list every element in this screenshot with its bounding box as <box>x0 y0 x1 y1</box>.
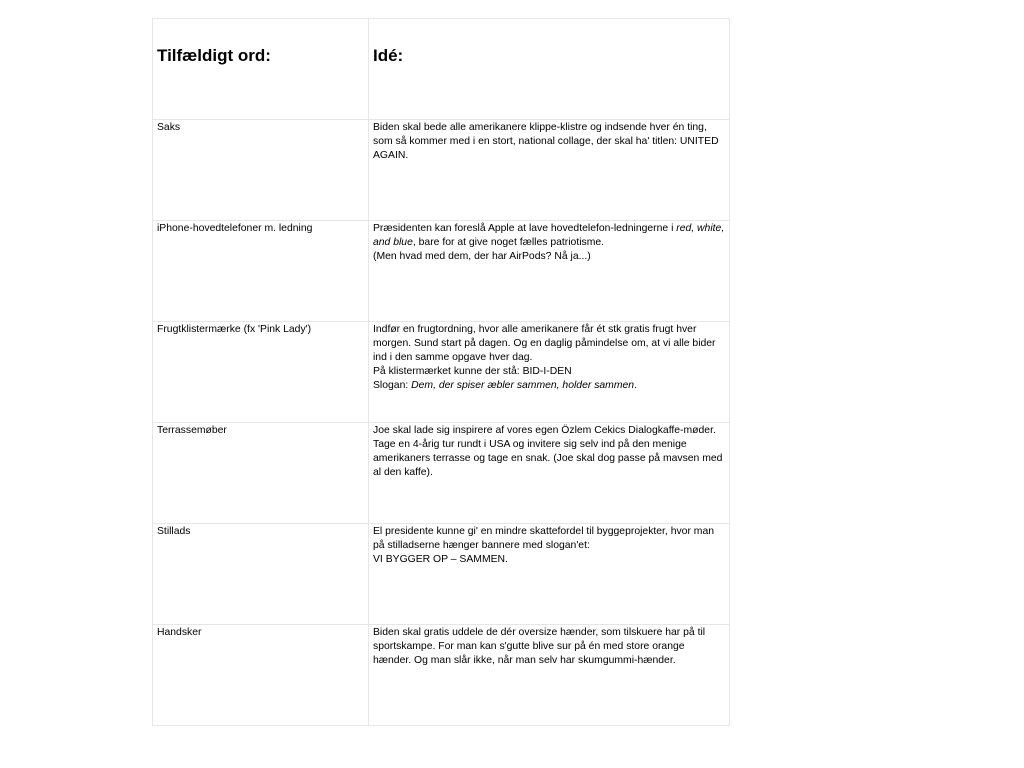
idea-text: El presidente kunne gi' en mindre skattefordel til byggeprojekter, hvor man på stilladserne hænger bannere med slogan'et: <box>373 526 715 551</box>
idea-text: På klistermærket kunne der stå: BID-I-DEN <box>373 366 572 377</box>
table-row <box>153 423 730 524</box>
idea-text-part: Slogan: <box>373 380 412 391</box>
idea-text-part: Præsidenten kan foreslå Apple at lave hovedtelefon-ledningerne i <box>373 223 677 234</box>
idea-cell <box>369 423 730 524</box>
idea-text-part: , bare for at give noget fælles patriotisme. <box>412 237 605 248</box>
word-cell: Saks <box>153 120 369 221</box>
word-cell: Handsker <box>153 625 369 726</box>
idea-text <box>373 379 725 393</box>
idea-text-part: . <box>634 380 637 391</box>
word-cell: Frugtklistermærke (fx 'Pink Lady') <box>153 322 369 423</box>
table-row <box>153 221 730 322</box>
idea-emphasis: red, white, and blue <box>373 223 725 248</box>
idea-cell <box>369 524 730 625</box>
idea-text: VI BYGGER OP – SAMMEN. <box>373 554 508 565</box>
idea-text: (Men hvad med dem, der har AirPods? Nå ja...) <box>373 251 591 262</box>
idea-cell <box>369 120 730 221</box>
idea-text: Indfør en frugtordning, hvor alle amerikanere får ét stk gratis frugt hver morgen. Sund start på dagen. Og en daglig påmindelse om, at vi alle bider ind i den samme opgave hver dag. <box>373 324 716 363</box>
idea-text <box>373 222 725 250</box>
idea-cell <box>369 221 730 322</box>
idea-text: Biden skal gratis uddele de dér oversize hænder, som tilskuere har på til sportskampe. For man kan s'gutte blive sur på én med store orange hænder. Og man slår ikke, når man selv har skumgummi-hænder. <box>373 627 706 666</box>
table-row <box>153 625 730 726</box>
table-row <box>153 524 730 625</box>
table-header-row <box>153 19 730 120</box>
ideas-table <box>152 18 730 726</box>
idea-text: Joe skal lade sig inspirere af vores egen Özlem Cekics Dialogkaffe-møder. Tage en 4-årig tur rundt i USA og invitere sig selv ind på den menige amerikaners terrasse og tage en snak. (Joe skal dog passe på mavsen med al den kaffe). <box>373 425 723 478</box>
table-row <box>153 120 730 221</box>
header-idea: Idé: <box>369 19 730 120</box>
table-row <box>153 322 730 423</box>
word-cell: Terrassemøber <box>153 423 369 524</box>
idea-emphasis: Dem, der spiser æbler sammen, holder sammen <box>411 380 635 391</box>
header-random-word: Tilfældigt ord: <box>153 19 369 120</box>
idea-text: Biden skal bede alle amerikanere klippe-klistre og indsende hver én ting, som så kommer med i en stort, national collage, der skal ha' titlen: UNITED AGAIN. <box>373 122 719 161</box>
word-cell: iPhone-hovedtelefoner m. ledning <box>153 221 369 322</box>
idea-cell <box>369 625 730 726</box>
idea-cell <box>369 322 730 423</box>
word-cell: Stillads <box>153 524 369 625</box>
